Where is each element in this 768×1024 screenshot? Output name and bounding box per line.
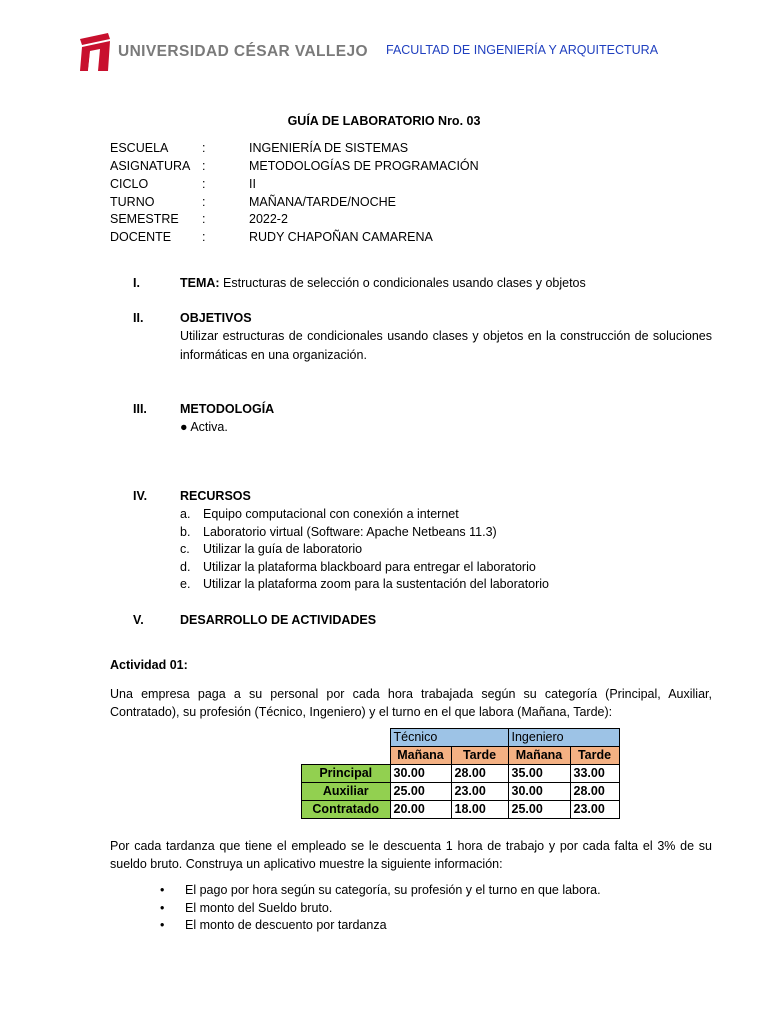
list-text: Utilizar la plataforma blackboard para entregar el laboratorio xyxy=(203,560,536,574)
section-label: OBJETIVOS xyxy=(180,311,252,325)
info-key: DOCENTE xyxy=(110,230,172,244)
shift-header: Mañana xyxy=(508,747,570,765)
section-number: II. xyxy=(133,311,144,325)
university-logo xyxy=(78,33,368,71)
ucv-shield-icon xyxy=(78,33,112,71)
section-text: Estructuras de selección o condicionales usando clases y objetos xyxy=(219,276,586,290)
info-colon: : xyxy=(202,159,206,173)
bullet-text: El monto del Sueldo bruto. xyxy=(185,901,333,915)
rate-cell: 20.00 xyxy=(390,801,451,819)
list-text: Utilizar la guía de laboratorio xyxy=(203,542,363,556)
shift-header: Tarde xyxy=(570,747,619,765)
section-label: METODOLOGÍA xyxy=(180,402,275,416)
section-number: IV. xyxy=(133,489,148,503)
info-key: CICLO xyxy=(110,177,149,191)
rates-table xyxy=(301,728,620,819)
info-colon: : xyxy=(202,230,206,244)
list-letter: e. xyxy=(180,577,191,591)
rate-cell: 33.00 xyxy=(570,765,619,783)
objetivos-text: Utilizar estructuras de condicionales usando clases y objetos en la construcción de soluciones informáticas en una organización. xyxy=(180,329,712,362)
bullet-dot: • xyxy=(160,901,165,915)
list-item xyxy=(180,525,497,539)
info-value: INGENIERÍA DE SISTEMAS xyxy=(249,141,409,155)
list-item xyxy=(180,507,459,521)
table-corner xyxy=(302,729,391,747)
info-value: 2022-2 xyxy=(249,212,288,226)
section-label: RECURSOS xyxy=(180,489,251,503)
list-item xyxy=(160,901,332,915)
info-colon: : xyxy=(202,141,206,155)
rate-cell: 25.00 xyxy=(508,801,570,819)
list-letter: d. xyxy=(180,560,191,574)
list-item xyxy=(180,542,362,556)
activity-title: Actividad 01: xyxy=(110,658,188,672)
info-value: II xyxy=(249,177,256,191)
bullet-dot: • xyxy=(160,883,165,897)
metodologia-item: ● Activa. xyxy=(180,420,228,434)
list-item xyxy=(180,577,549,591)
rate-cell: 28.00 xyxy=(570,783,619,801)
table-row xyxy=(302,783,620,801)
list-letter: c. xyxy=(180,542,190,556)
page-title: GUÍA DE LABORATORIO Nro. 03 xyxy=(287,114,481,128)
list-text: Laboratorio virtual (Software: Apache Netbeans 11.3) xyxy=(203,525,497,539)
info-colon: : xyxy=(202,212,206,226)
section-number: I. xyxy=(133,276,140,290)
shift-header: Tarde xyxy=(451,747,508,765)
rate-cell: 23.00 xyxy=(451,783,508,801)
section-label: TEMA: xyxy=(180,276,220,290)
list-item xyxy=(160,883,601,897)
table-row xyxy=(302,747,620,765)
list-text: Utilizar la plataforma zoom para la sustentación del laboratorio xyxy=(203,577,550,591)
profession-header: Técnico xyxy=(390,729,508,747)
category-cell: Contratado xyxy=(302,801,391,819)
rate-cell: 28.00 xyxy=(451,765,508,783)
info-key: ESCUELA xyxy=(110,141,169,155)
bullet-dot: • xyxy=(160,918,165,932)
activity-rules: Por cada tardanza que tiene el empleado se le descuenta 1 hora de trabajo y por cada falta el 3% de su sueldo bruto. Construya un aplicativo muestre la siguiente información: xyxy=(110,839,712,871)
list-item xyxy=(180,560,536,574)
rate-cell: 18.00 xyxy=(451,801,508,819)
info-colon: : xyxy=(202,195,206,209)
list-letter: a. xyxy=(180,507,191,521)
rate-cell: 23.00 xyxy=(570,801,619,819)
category-cell: Principal xyxy=(302,765,391,783)
profession-header: Ingeniero xyxy=(508,729,619,747)
section-number: III. xyxy=(133,402,147,416)
info-colon: : xyxy=(202,177,206,191)
info-key: SEMESTRE xyxy=(110,212,179,226)
table-row xyxy=(302,765,620,783)
table-row xyxy=(302,801,620,819)
faculty-name: FACULTAD DE INGENIERÍA Y ARQUITECTURA xyxy=(386,43,659,57)
info-value: MAÑANA/TARDE/NOCHE xyxy=(249,195,397,209)
logo-text: UNIVERSIDAD CÉSAR VALLEJO xyxy=(118,43,368,60)
section-number: V. xyxy=(133,613,144,627)
info-key: TURNO xyxy=(110,195,155,209)
table-corner xyxy=(302,747,391,765)
table-row xyxy=(302,729,620,747)
info-value: RUDY CHAPOÑAN CAMARENA xyxy=(249,230,433,244)
category-cell: Auxiliar xyxy=(302,783,391,801)
shift-header: Mañana xyxy=(390,747,451,765)
section-tema xyxy=(180,276,586,290)
list-letter: b. xyxy=(180,525,191,539)
info-value: METODOLOGÍAS DE PROGRAMACIÓN xyxy=(249,159,479,173)
section-label: DESARROLLO DE ACTIVIDADES xyxy=(180,613,377,627)
bullet-text: El pago por hora según su categoría, su profesión y el turno en que labora. xyxy=(185,883,601,897)
list-text: Equipo computacional con conexión a internet xyxy=(203,507,459,521)
rate-cell: 30.00 xyxy=(508,783,570,801)
rate-cell: 25.00 xyxy=(390,783,451,801)
rate-cell: 35.00 xyxy=(508,765,570,783)
bullet-text: El monto de descuento por tardanza xyxy=(185,918,387,932)
rate-cell: 30.00 xyxy=(390,765,451,783)
info-key: ASIGNATURA xyxy=(110,159,191,173)
activity-intro: Una empresa paga a su personal por cada hora trabajada según su categoría (Principal, Auxiliar, Contratado), su profesión (Técnico, Ingeniero) y el turno en el que labora (Mañana, Tarde): xyxy=(110,687,712,719)
list-item xyxy=(160,918,387,932)
